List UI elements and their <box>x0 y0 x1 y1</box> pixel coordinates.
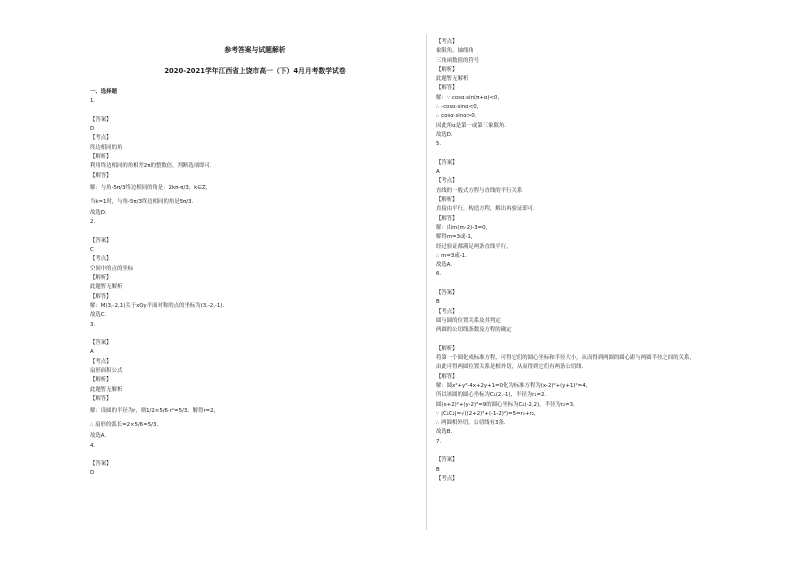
text-line: D <box>90 126 95 133</box>
text-line <box>436 150 776 159</box>
text-line: 直接由平行，构造方程，解出再验证即可. <box>436 206 535 213</box>
text-line: 故选D. <box>436 131 453 138</box>
text-line: 【解答】 <box>90 293 112 300</box>
text-line: 【答案】 <box>90 461 112 468</box>
text-line: 7. <box>436 438 442 445</box>
text-line: 由此可得两圆位置关系是相外切，从而得到它们有两条公切线. <box>436 364 584 371</box>
text-line: ∴ -cosα·sinα<0， <box>436 104 483 111</box>
text-line: 直线的一般式方程与直线的平行关系 <box>436 187 523 194</box>
text-line: 【答案】 <box>90 340 112 347</box>
text-line: 将第一个圆化成标准方程，可得它们的圆心坐标和半径大小，从而得到两圆的圆心距与两圆半径之间的关系， <box>436 355 695 362</box>
text-line: 【解答】 <box>436 85 458 92</box>
text-line: 【解析】 <box>436 197 458 204</box>
text-line: A <box>90 349 94 356</box>
text-line: 故选D. <box>90 209 107 216</box>
text-line <box>436 336 776 345</box>
text-line: 【答案】 <box>90 237 112 244</box>
left-column <box>90 38 420 479</box>
exam-title: 2020-2021学年江西省上饶市高一（下）4月月考数学试卷 <box>164 67 346 75</box>
text-line: 【考点】 <box>436 178 458 185</box>
text-line: 解：圆x²+y²-4x+2y+1=0化为标准方程为(x-2)²+(y+1)²=4， <box>436 382 592 389</box>
text-line: ∵ |C₁C₂|=√((2+2)²+(-1-2)²)=5=r₁+r₂， <box>436 410 540 417</box>
text-line: 【答案】 <box>436 457 458 464</box>
text-line: 1. <box>90 98 96 105</box>
text-line: 经过验证都满足两条直线平行， <box>436 243 512 250</box>
text-line: 【考点】 <box>436 39 458 45</box>
right-column-lines <box>436 38 776 484</box>
text-line: 一、选择题 <box>90 89 117 95</box>
text-line: 【答案】 <box>436 290 458 297</box>
text-line: 【考点】 <box>90 358 112 365</box>
text-line: A <box>436 169 440 176</box>
text-line: 解：设圆的半径为r，则1/2×5/6·r²=5/3，解得r=2， <box>90 408 219 415</box>
text-line <box>90 107 420 116</box>
text-line: 【答案】 <box>90 116 112 123</box>
text-line: 两圆的公切线条数及方程的确定 <box>436 327 512 334</box>
text-line: 【解答】 <box>436 215 458 222</box>
text-line: 当k=1时，与角-5π/3终边相同的角是5π/3. <box>90 198 194 205</box>
text-line: ∴ 两圆相外切，公切线有3条. <box>436 420 506 427</box>
text-line: 解：由m(m-2)-3=0， <box>436 224 491 231</box>
text-line: 终边相同的角 <box>90 144 123 151</box>
text-line: 【答案】 <box>436 159 458 166</box>
text-line <box>90 228 420 237</box>
text-line: 圆(x+2)²+(y-2)²=9的圆心坐标为C₂(-2,2)，半径为r₂=3. <box>436 401 575 408</box>
text-line: 3. <box>90 321 96 328</box>
document-title: 参考答案与试题解析 <box>224 46 286 54</box>
text-line <box>436 280 776 289</box>
text-line: D <box>90 470 95 477</box>
text-line: B <box>436 466 440 473</box>
text-line: 【解答】 <box>436 373 458 380</box>
text-line: 【考点】 <box>90 256 112 263</box>
text-line: 【解析】 <box>90 377 112 384</box>
text-line: 【考点】 <box>436 475 458 482</box>
column-divider <box>426 34 427 530</box>
text-line: 【解析】 <box>436 345 458 352</box>
text-line: 【考点】 <box>90 135 112 142</box>
text-line: 【解答】 <box>90 395 112 402</box>
text-line: ∴ m=3或-1. <box>436 252 467 259</box>
text-line: 4. <box>90 442 96 449</box>
text-line: 此题暂无解析 <box>436 76 469 83</box>
text-line: 圆与圆的位置关系及其判定 <box>436 317 501 324</box>
text-line: 故选C. <box>90 312 107 319</box>
text-line: ∴ 扇形的弧长=2×5/6=5/3. <box>90 422 159 429</box>
text-line: 解：M(3,-2,1)关于xOy平面对称的点的坐标为(3,-2,-1). <box>90 302 225 309</box>
text-line <box>436 447 776 456</box>
text-line: B <box>436 299 440 306</box>
text-line: 【解答】 <box>90 172 112 179</box>
text-line: 空间中的点的坐标 <box>90 265 134 272</box>
text-line: 2. <box>90 219 96 226</box>
text-line: 故选A. <box>436 262 453 269</box>
text-line: 【解析】 <box>90 154 112 161</box>
text-line: 此题暂无解析 <box>90 386 123 393</box>
text-line: 【考点】 <box>436 308 458 315</box>
text-line: C <box>90 247 94 254</box>
text-line: ∴ cosα·sinα>0. <box>436 113 477 120</box>
text-line: 扇形面积公式 <box>90 368 123 375</box>
text-line: 利用终边相同的角相差2π的整数倍，判断选项即可. <box>90 163 212 170</box>
text-line <box>90 451 420 460</box>
text-line: 6. <box>436 271 442 278</box>
text-line <box>90 330 420 339</box>
text-line: 故选A. <box>90 433 107 440</box>
text-line: 因此角α是第一或第三象限角. <box>436 122 506 129</box>
text-line: 三角函数值的符号 <box>436 57 480 64</box>
text-line: 【解析】 <box>90 275 112 282</box>
text-line: 故选B. <box>436 429 453 436</box>
left-column-lines <box>90 88 420 479</box>
text-line: 解：∵ cosα·sin(π+α)<0， <box>436 94 503 101</box>
text-line: 象限角、轴线角 <box>436 48 474 55</box>
right-column <box>436 38 776 484</box>
text-line: 【解析】 <box>436 66 458 73</box>
text-line: 解：与角-5π/3终边相同的角是：2kπ-π/3，k∈Z， <box>90 184 212 191</box>
text-line: 解得m=3或-1， <box>436 234 477 241</box>
text-line: 此题暂无解析 <box>90 284 123 291</box>
text-line: 所以该圆的圆心坐标为C₁(2,-1)，半径为r₁=2. <box>436 392 547 399</box>
text-line: 5. <box>436 141 442 148</box>
